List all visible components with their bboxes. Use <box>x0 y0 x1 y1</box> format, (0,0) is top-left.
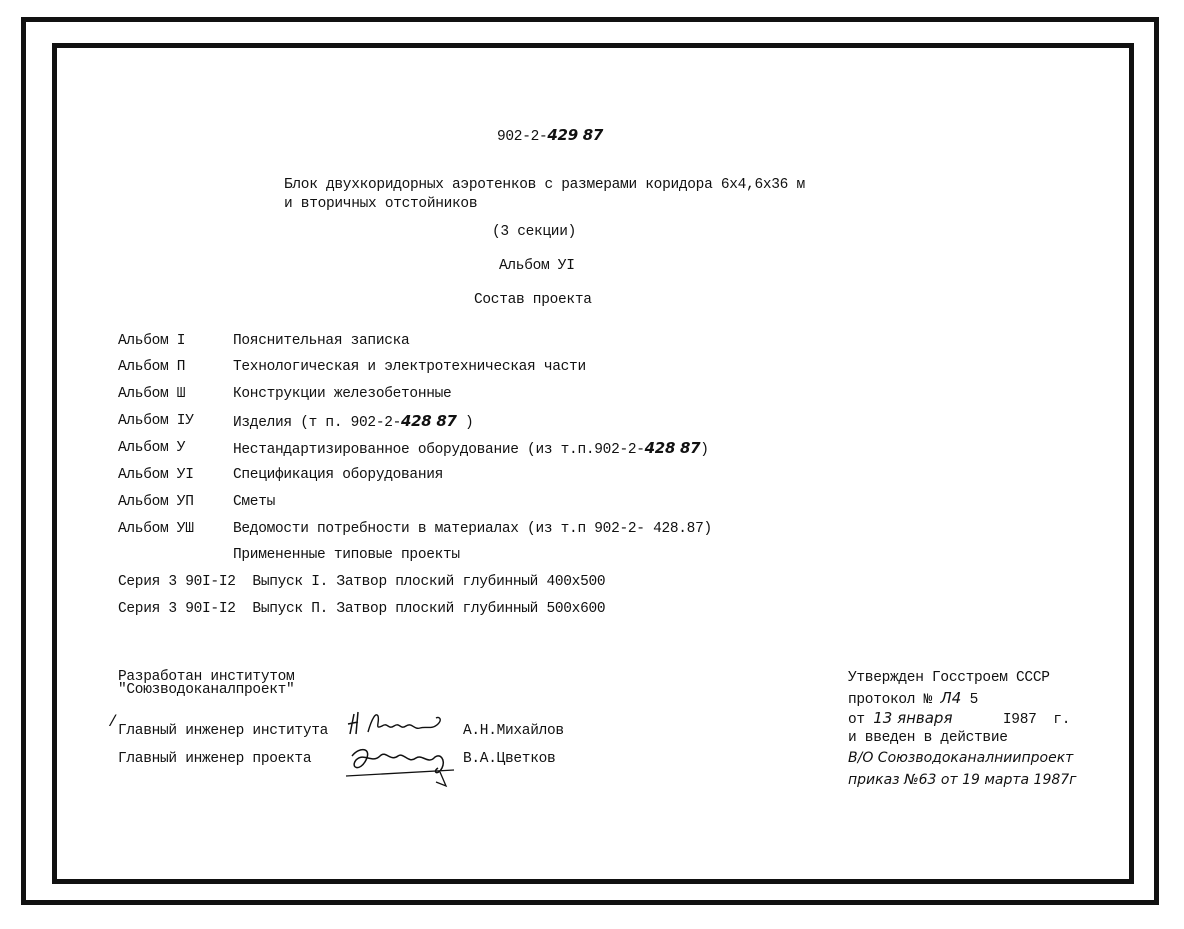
title-sections: (3 секции) <box>492 224 577 240</box>
approval-line5: В/О Союзводоканалниипроект <box>848 750 1074 766</box>
approval-line2: протокол № Л4 5 <box>848 689 979 708</box>
series-item: Серия 3 90I-I2 Выпуск П. Затвор плоский глубинный 500x600 <box>118 601 606 617</box>
album-label: Альбом У <box>118 440 186 456</box>
album-desc: Конструкции железобетонные <box>233 386 452 402</box>
album-label: Альбом П <box>118 359 186 375</box>
approval-line4: и введен в действие <box>848 730 1008 746</box>
album-label: Альбом УШ <box>118 521 194 537</box>
approval-line1: Утвержден Госстроем СССР <box>848 670 1050 686</box>
album-desc: Сметы <box>233 494 276 510</box>
album-desc: Пояснительная записка <box>233 333 410 349</box>
signature-mikhailov-image <box>344 704 459 742</box>
signature-role: Главный инженер института <box>118 723 329 739</box>
doc-number <box>497 127 603 146</box>
developer-line2: "Союзводоканалпроект" <box>118 682 295 698</box>
title-album: Альбом УI <box>499 258 575 274</box>
signature-role: Главный инженер проекта <box>118 751 312 767</box>
album-label: Альбом УI <box>118 467 194 483</box>
approval-line3: от 13 января I987 г. <box>848 709 1071 728</box>
series-item: Серия 3 90I-I2 Выпуск I. Затвор плоский глубинный 400x500 <box>118 574 606 590</box>
signature-name: В.А.Цветков <box>463 751 556 767</box>
album-desc: Спецификация оборудования <box>233 467 444 483</box>
applied-heading: Примененные типовые проекты <box>233 547 460 563</box>
album-label: Альбом IУ <box>118 413 194 429</box>
album-desc: Изделия (т п. 902-2-428 87 ) <box>233 412 474 431</box>
album-label: Альбом Ш <box>118 386 186 402</box>
tick-mark: / <box>108 713 118 731</box>
album-label: Альбом I <box>118 333 186 349</box>
album-desc: Ведомости потребности в материалах (из т.п 902-2- 428.87) <box>233 521 712 537</box>
title-heading: Состав проекта <box>474 292 592 308</box>
album-label: Альбом УП <box>118 494 194 510</box>
album-desc: Технологическая и электротехническая части <box>233 359 586 375</box>
title-line2: и вторичных отстойников <box>284 196 478 212</box>
signature-tsvetkov-image <box>342 742 462 792</box>
approval-line6: приказ №63 от 19 марта 1987г <box>848 772 1077 788</box>
doc-number-handwritten: 429 87 <box>547 126 604 144</box>
album-desc: Нестандартизированное оборудование (из т.п.902-2-428 87) <box>233 439 709 458</box>
signature-name: А.Н.Михайлов <box>463 723 564 739</box>
developer-line1: Разработан институтом <box>118 669 295 685</box>
doc-number-prefix: 902-2- <box>497 129 548 145</box>
title-line1: Блок двухкоридорных аэротенков с размерами коридора 6x4,6x36 м <box>284 177 805 193</box>
